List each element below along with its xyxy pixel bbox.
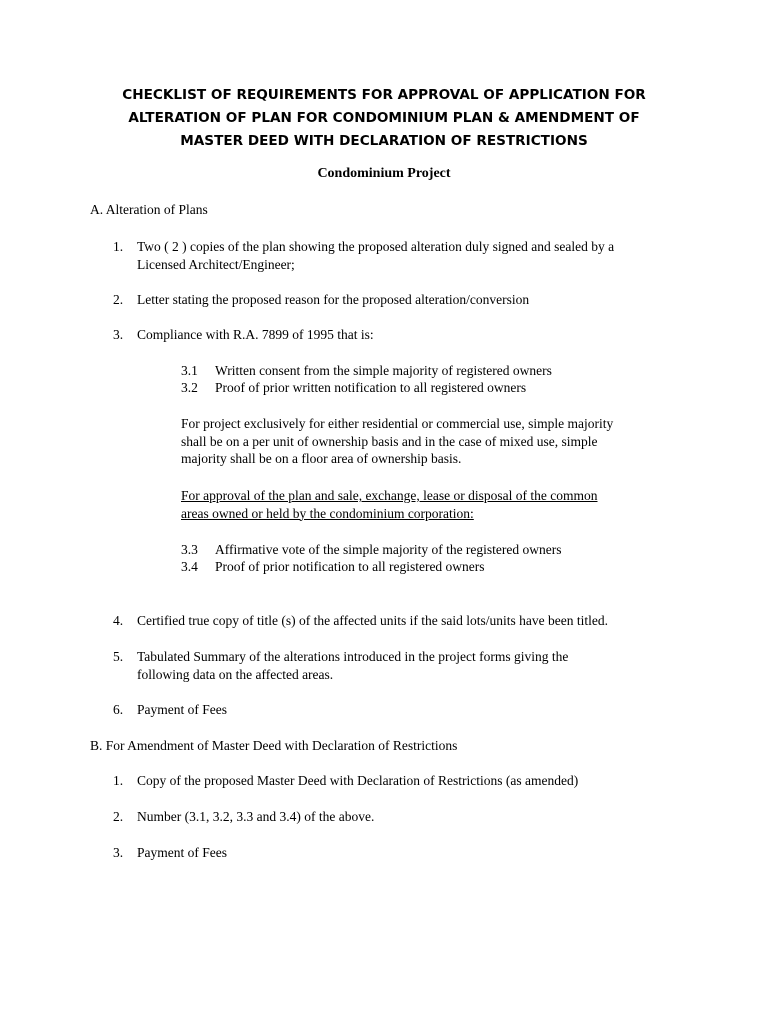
underlined-line: areas owned or held by the condominium corporation: [181,505,474,521]
document-title [60,84,708,153]
note-line: For project exclusively for either residential or commercial use, simple majority [181,416,614,431]
section-a-heading: A. Alteration of Plans [90,202,208,217]
item-line: Two ( 2 ) copies of the plan showing the proposed alteration duly signed and sealed by a [137,239,615,254]
sub-item-number: 3.3 [181,542,198,557]
sub-item-number: 3.4 [181,559,198,574]
item-text: Payment of Fees [137,702,227,717]
item-number: 3. [113,327,124,342]
title-line: ALTERATION OF PLAN FOR CONDOMINIUM PLAN & AMENDMENT OF [128,110,640,126]
sub-item-text: Proof of prior notification to all registered owners [215,559,485,574]
sub-item-number: 3.2 [181,380,198,395]
note-line: shall be on a per unit of ownership basis and in the case of mixed use, simple [181,433,598,449]
item-line: following data on the affected areas. [137,666,334,682]
item-number: 1. [113,773,124,788]
document-subtitle: Condominium Project [317,166,451,181]
item-number: 2. [113,809,124,824]
underlined-paragraph [181,487,651,522]
sub-item-text: Written consent from the simple majority of registered owners [215,363,552,378]
item-number: 4. [113,613,124,628]
item-line: Tabulated Summary of the alterations introduced in the project forms giving the [137,649,569,664]
sub-item-text: Proof of prior written notification to all registered owners [215,380,527,395]
item-text [137,238,678,273]
item-text: Payment of Fees [137,845,227,860]
sub-item-number: 3.1 [181,363,198,378]
title-line: CHECKLIST OF REQUIREMENTS FOR APPROVAL OF APPLICATION FOR [122,87,646,103]
item-number: 2. [113,292,124,307]
note-paragraph [181,415,651,468]
item-text: Number (3.1, 3.2, 3.3 and 3.4) of the above. [137,809,375,824]
item-text: Compliance with R.A. 7899 of 1995 that is: [137,327,374,342]
item-text: Copy of the proposed Master Deed with Declaration of Restrictions (as amended) [137,773,579,788]
item-number: 1. [113,239,124,254]
title-line: MASTER DEED WITH DECLARATION OF RESTRICTIONS [180,133,588,149]
item-text: Letter stating the proposed reason for the proposed alteration/conversion [137,292,530,307]
item-number: 3. [113,845,124,860]
underlined-line: For approval of the plan and sale, exchange, lease or disposal of the common [181,488,598,503]
sub-item-text: Affirmative vote of the simple majority of the registered owners [215,542,562,557]
item-number: 5. [113,649,124,664]
item-line: Licensed Architect/Engineer; [137,256,295,272]
note-line: majority shall be on a floor area of ownership basis. [181,451,462,466]
item-number: 6. [113,702,124,717]
section-b-heading: B. For Amendment of Master Deed with Declaration of Restrictions [90,738,458,753]
item-text: Certified true copy of title (s) of the affected units if the said lots/units have been titled. [137,613,608,628]
item-text [137,648,678,683]
